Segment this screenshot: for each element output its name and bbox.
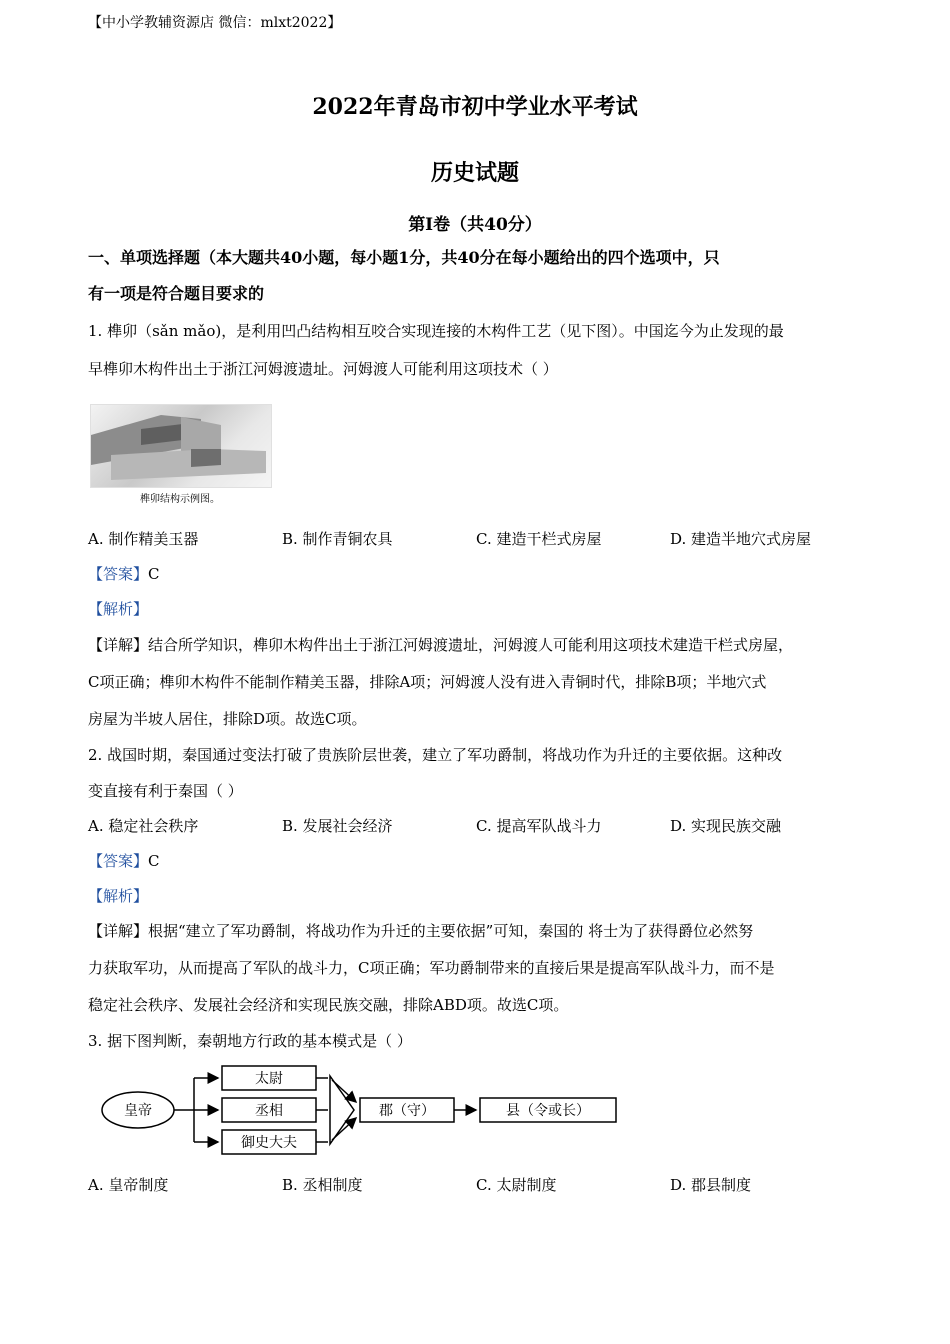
q2-option-d: D. 实现民族交融 [670, 817, 782, 835]
taiwei-label: 太尉 [255, 1071, 283, 1087]
q1-option-c: C. 建造干栏式房屋 [476, 530, 602, 548]
section-heading-line1: 一、单项选择题（本大题共40小题，每小题1分，共40分在每小题给出的四个选项中，只 [88, 248, 720, 267]
figure-caption: 榫卯结构示例图。 [140, 494, 220, 505]
q1-option-d: D. 建造半地穴式房屋 [670, 530, 812, 548]
answer-value: C [148, 852, 160, 870]
q1-stem-line1: 1. 榫卯（sǎn mǎo)，是利用凹凸结构相互咬合实现连接的木构件工艺（见下图）。中国迄今为止发现的最 [88, 322, 784, 340]
answer-value: C [148, 565, 160, 583]
exam-title: 2022年青岛市初中学业水平考试 [312, 94, 638, 120]
q1-stem-line2: 早榫卯木构件出土于浙江河姆渡遗址。河姆渡人可能利用这项技术（ ） [88, 360, 558, 378]
q2-answer [88, 850, 160, 871]
xian-label: 县（令或长） [506, 1103, 590, 1119]
q3-option-d: D. 郡县制度 [670, 1176, 752, 1194]
section-heading-line2: 有一项是符合题目要求的 [88, 284, 265, 303]
q2-detail-line2: 力获取军功，从而提高了军队的战斗力，C项正确；军功爵制带来的直接后果是提高军队战斗力，而不是 [88, 959, 775, 977]
yushi-label: 御史大夫 [241, 1135, 297, 1151]
q2-detail-line1: 【详解】根据“建立了军功爵制，将战功作为升迁的主要依据”可知，秦国的 将士为了获得爵位必然努 [88, 922, 754, 940]
volume-heading: 第Ⅰ卷（共40分） [408, 215, 542, 235]
q3-option-b: B. 丞相制度 [282, 1176, 363, 1194]
q1-option-b: B. 制作青铜农具 [282, 530, 393, 548]
q2-analysis-label: 【解析】 [88, 887, 149, 905]
q1-detail-line3: 房屋为半坡人居住，排除D项。故选C项。 [88, 710, 367, 728]
exam-subtitle: 历史试题 [430, 160, 519, 186]
q2-option-c: C. 提高军队战斗力 [476, 817, 602, 835]
q3-option-c: C. 太尉制度 [476, 1176, 557, 1194]
chengxiang-label: 丞相 [255, 1103, 283, 1119]
qin-administration-diagram [100, 1058, 630, 1162]
jun-label: 郡（守） [379, 1103, 435, 1119]
answer-label: 【答案】 [88, 852, 149, 870]
q3-stem-line1: 3. 据下图判断，秦朝地方行政的基本模式是（ ） [88, 1032, 412, 1050]
q3-option-a: A. 皇帝制度 [88, 1176, 169, 1194]
emperor-label: 皇帝 [124, 1103, 152, 1119]
mortise-tenon-image [90, 404, 272, 488]
q1-detail-line2: C项正确；榫卯木构件不能制作精美玉器，排除A项；河姆渡人没有进入青铜时代，排除B项；半地穴式 [88, 673, 767, 691]
q2-stem-line2: 变直接有利于秦国（ ） [88, 782, 243, 800]
q1-answer [88, 563, 160, 584]
answer-label: 【答案】 [88, 565, 149, 583]
header-note: 【中小学教辅资源店 微信：mlxt2022】 [88, 15, 342, 31]
q1-analysis-label: 【解析】 [88, 600, 149, 618]
q2-option-a: A. 稳定社会秩序 [88, 817, 199, 835]
q2-detail-line3: 稳定社会秩序、发展社会经济和实现民族交融，排除ABD项。故选C项。 [88, 996, 569, 1014]
q2-option-b: B. 发展社会经济 [282, 817, 393, 835]
q1-option-a: A. 制作精美玉器 [88, 530, 199, 548]
q2-stem-line1: 2. 战国时期，秦国通过变法打破了贵族阶层世袭，建立了军功爵制，将战功作为升迁的主要依据。这种改 [88, 746, 783, 764]
q1-detail-line1: 【详解】结合所学知识，榫卯木构件出土于浙江河姆渡遗址，河姆渡人可能利用这项技术建造干栏式房屋， [88, 636, 794, 654]
